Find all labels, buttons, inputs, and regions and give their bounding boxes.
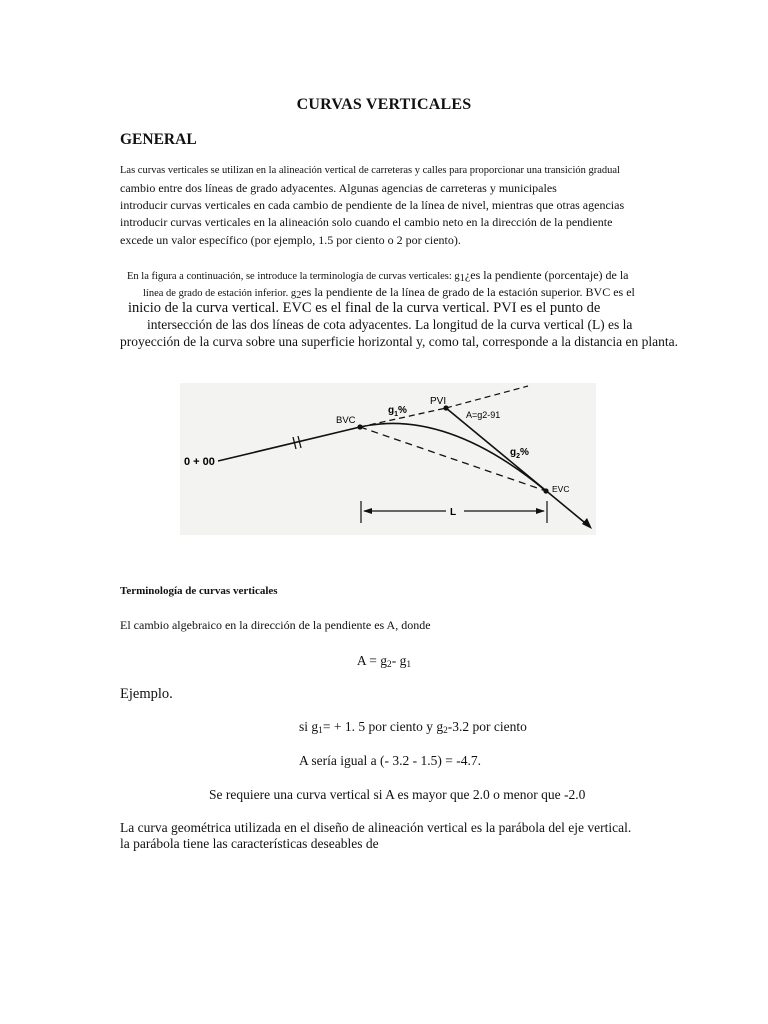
g2-subscript: 2 [296, 290, 302, 301]
example-sub-2: 2 [443, 726, 448, 736]
example-sub-1: 1 [318, 726, 323, 736]
closing-line1: La curva geométrica utilizada en el diseño de alineación vertical es la parábola del eje vertical. [120, 820, 632, 835]
pvi-label: PVI [430, 396, 447, 407]
example-line1 [299, 719, 527, 735]
evc-point [543, 488, 548, 493]
para2-line1 [127, 266, 629, 284]
formula-sub-1: 1 [406, 660, 412, 670]
para1-line5: excede un valor específico (por ejemplo, 1.5 por ciento o 2 por ciento). [120, 233, 461, 247]
g2-letter: g [510, 447, 517, 458]
para2-line1-b: ¿es la pendiente (porcentaje) de la [464, 268, 629, 282]
page-title: CURVAS VERTICALES [296, 96, 472, 113]
para1-line3: introducir curvas verticales en cada cambio de pendiente de la línea de nivel, mientras que otras agencias [120, 198, 625, 212]
para1-line4: introducir curvas verticales en la alineación solo cuando el cambio neto en la dirección de la pendiente [120, 215, 613, 229]
example-line1-b: = + 1. 5 por ciento y g [322, 719, 444, 734]
terminology-heading: Terminología de curvas verticales [120, 585, 278, 597]
para2-line4: intersección de las dos líneas de cota adyacentes. La longitud de la curva vertical (L) es la [147, 317, 633, 332]
para1-line2: cambio entre dos líneas de grado adyacentes. Algunas agencias de carreteras y municipales [120, 181, 557, 195]
g1-subscript: 1 [459, 273, 465, 284]
g1-letter: g [388, 405, 395, 416]
para2-line5: proyección de la curva sobre una superficie horizontal y, como tal, corresponde a la distancia en planta. [120, 334, 679, 349]
formula [0, 653, 768, 669]
vertical-curve-diagram [180, 383, 596, 535]
evc-label: EVC [552, 484, 570, 494]
example-line1-a: si g [299, 719, 319, 734]
g1-sub: 1 [394, 411, 399, 418]
algebraic-change-text: El cambio algebraico en la dirección de la pendiente es A, donde [120, 618, 431, 632]
example-line1-c: -3.2 por ciento [447, 719, 527, 734]
example-label: Ejemplo. [120, 686, 173, 702]
example-line2: A sería igual a (- 3.2 - 1.5) = -4.7. [299, 753, 481, 768]
para2-line1-a: En la figura a continuación, se introduce la terminología de curvas verticales: g [127, 271, 460, 282]
station-label: 0 + 00 [184, 456, 215, 468]
formula-a: A = g [356, 653, 388, 668]
para2-line2-a: línea de grado de estación inferior. g [143, 288, 297, 299]
section-heading-general: GENERAL [120, 131, 197, 148]
bvc-point [357, 424, 362, 429]
formula-sub-2: 2 [387, 660, 392, 670]
g2-pct: % [520, 447, 529, 458]
closing-line2: la parábola tiene las características deseables de [120, 836, 379, 851]
para1-line1: Las curvas verticales se utilizan en la alineación vertical de carreteras y calles para proporcionar una transición gradual [120, 165, 620, 176]
para2-line3: inicio de la curva vertical. EVC es el final de la curva vertical. PVI es el punto de [128, 300, 601, 316]
a-label: A=g2-91 [466, 410, 501, 420]
g1-pct: % [398, 405, 407, 416]
para2-line2 [143, 283, 635, 301]
length-label: L [450, 507, 457, 518]
g2-sub: 2 [516, 453, 521, 460]
para2-line2-b: es la pendiente de la línea de grado de la estación superior. BVC es el [301, 285, 635, 299]
example-line3: Se requiere una curva vertical si A es mayor que 2.0 o menor que -2.0 [209, 787, 586, 802]
formula-b: - g [391, 653, 407, 668]
bvc-label: BVC [336, 415, 356, 426]
